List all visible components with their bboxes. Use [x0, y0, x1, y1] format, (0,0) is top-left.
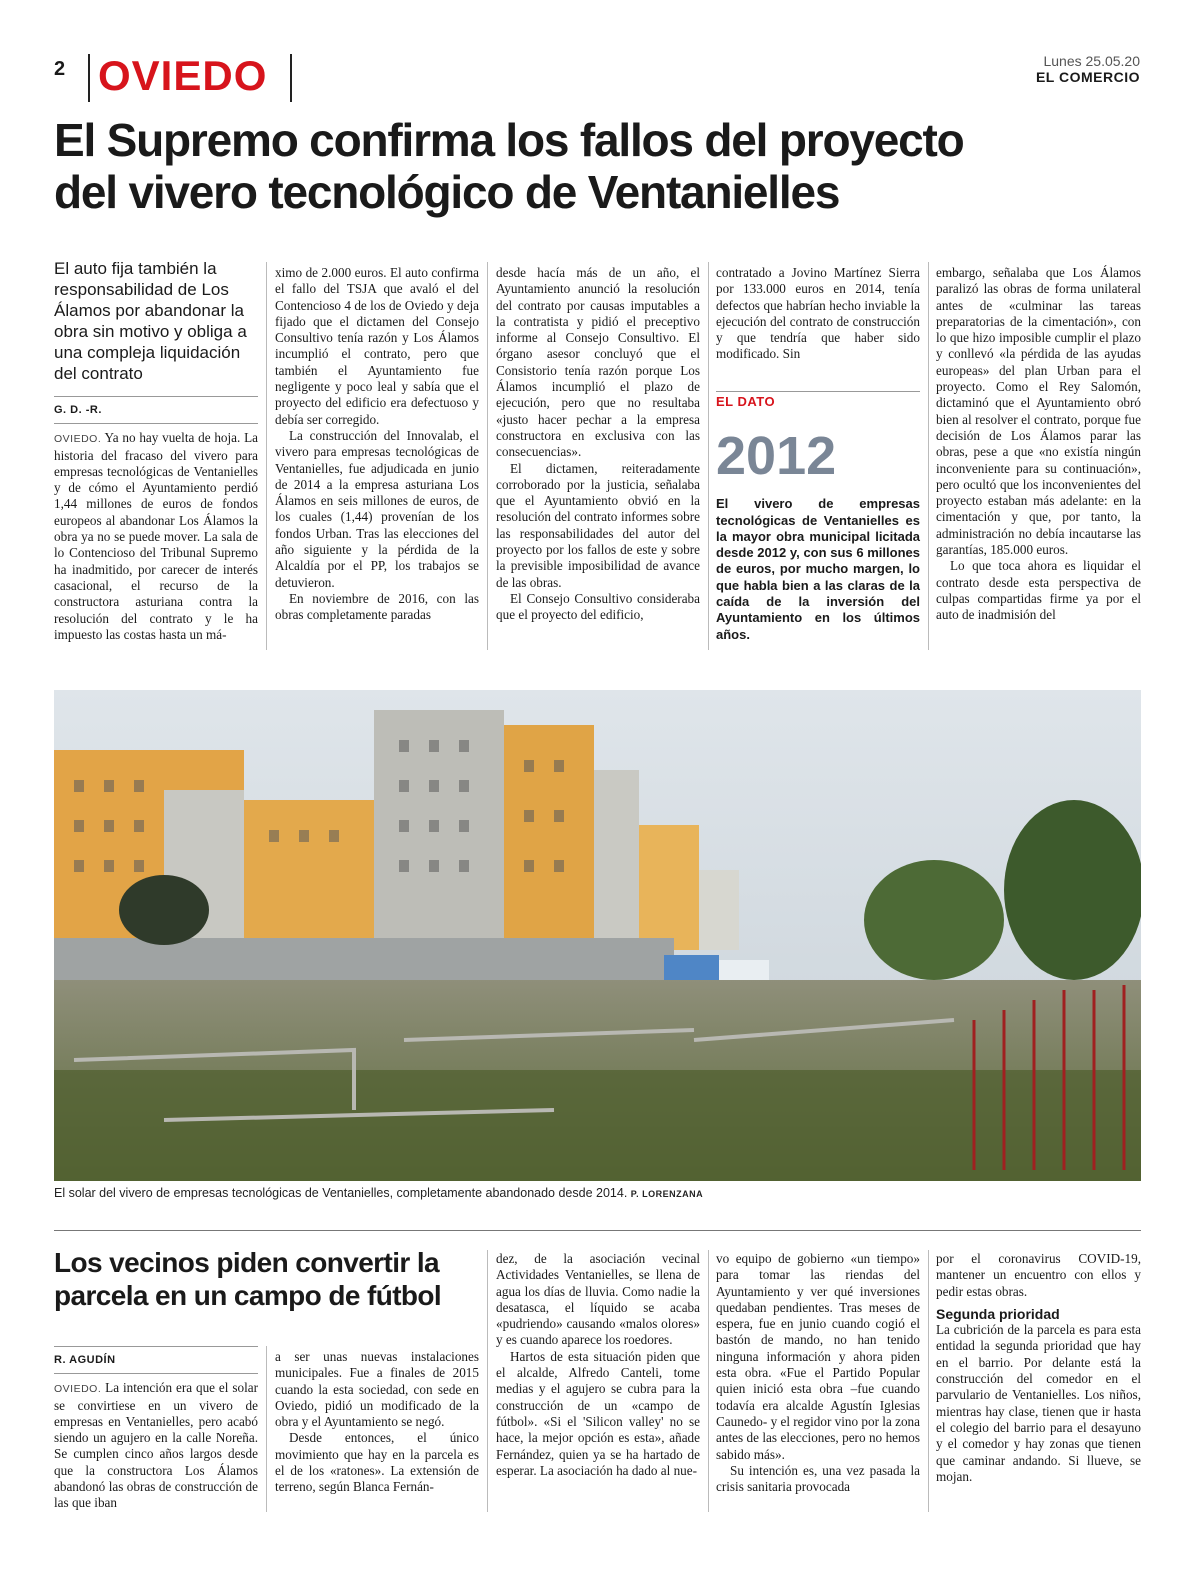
- article1-paragraph: contratado a Jovino Martínez Sierra por 133.000 euros en 2014, tenía defectos que habrían hecho inviable la ejecución del contrato de construcción y que tendría que haber sido modificado. Sin: [716, 265, 920, 362]
- column-rule: [487, 262, 488, 650]
- issue-date: Lunes 25.05.20: [1043, 53, 1140, 69]
- article1-paragraph: OVIEDO. Ya no hay vuelta de hoja. La historia del fracaso del vivero para empresas tecnológicas de Ventanielles y de cómo el Ayuntamiento perdió 1,44 millones de euros de fondos europeos al abandonar Los Álamos la obra ya no se puede mover. La sala de lo Contencioso del Tribunal Supremo ha inadmitido, por carecer de interés casacional, el recurso de la constructora asturiana contra la resolución del contrato y le ha impuesto las costas hasta un má-: [54, 430, 258, 642]
- article2-column-3: [496, 1251, 700, 1479]
- headline-line-1: El Supremo confirma los fallos del proyecto: [54, 114, 964, 166]
- article2-paragraph: La cubrición de la parcela es para esta entidad la segunda prioridad que hay en el barrio. Por delante está la construcción del comedor en el parvulario de Ventanielles. Los niños, mientras hay clase, tienen que ir hasta el colegio del barrio para el desayuno y el comedor y hay zonas que tienen que caminar andando. Si llueve, se mojan.: [936, 1322, 1141, 1484]
- headline-line-2: del vivero tecnológico de Ventanielles: [54, 166, 840, 218]
- article1-byline: G. D. -R.: [54, 396, 258, 424]
- article1-paragraph: La construcción del Innovalab, el vivero para empresas tecnológicas de Ventanielles, fue adjudicada en junio de 2014 a la empresa asturiana Los Álamos en seis millones de euros, de los cuales (1,44) provenían de los fondos Urban. Tras las elecciones del año siguiente y la pérdida de la Alcaldía por el PP, los trabajos se detuvieron.: [275, 427, 479, 590]
- article2-city: OVIEDO.: [54, 1383, 102, 1396]
- column-rule: [928, 1250, 929, 1512]
- article1-column-5: [936, 265, 1141, 624]
- photo-credit: P. LORENZANA: [630, 1189, 704, 1199]
- article1-column-2: [275, 265, 479, 624]
- column-rule: [708, 1250, 709, 1512]
- article1-lead: El auto fija también la responsabilidad de Los Álamos por abandonar la obra sin motivo y obliga a una compleja liquidación del contrato: [54, 259, 247, 383]
- article1-paragraph: El dictamen, reiteradamente corroborado por la justicia, señalaba que el Ayuntamiento obvió en la resolución del contrato informes sobre las responsabilidades del autor del proyecto por los fallos de este y sobre la previsible imposibilidad de avance de las obras.: [496, 460, 700, 590]
- article1-paragraph: embargo, señalaba que Los Álamos paralizó las obras de forma unilateral antes de «culminar las tareas preparatorias de la cimentación», con lo que hizo imposible cumplir el plazo y conllevó «la pérdida de las ayudas europeas» del plan Urban para el proyecto. Como el Rey Salomón, dictaminó que el Ayuntamiento obró bien al resolver el contrato, porque fue decisión de Los Álamos parar las obras, pese a que «no existía ningún inconveniente para su continuación», pero ocultó que los inconvenientes del proyecto estaban más adelante: en la cimentación y que, por tanto, la administración no debía incautarse las garantías, 185.000 euros.: [936, 265, 1141, 558]
- article2-paragraph: a ser unas nuevas instalaciones municipales. Fue a finales de 2015 cuando la esta sociedad, con sede en Oviedo, pidió un modificado de la obra y el Ayuntamiento se negó.: [275, 1349, 479, 1430]
- el-dato-box: [716, 394, 920, 643]
- section-title: OVIEDO: [98, 52, 268, 99]
- caption-text: El solar del vivero de empresas tecnológicas de Ventanielles, completamente abandonado desde 2014.: [54, 1186, 628, 1200]
- article-photo: [54, 690, 1141, 1181]
- column-rule: [487, 1250, 488, 1512]
- article1-city: OVIEDO.: [54, 433, 102, 446]
- story-separator: [54, 1230, 1141, 1231]
- article2-headline: Los vecinos piden convertir la parcela en un campo de fútbol: [54, 1247, 442, 1311]
- article2-paragraph: Su intención es, una vez pasada la crisis sanitaria provocada: [716, 1462, 920, 1495]
- article2-paragraph: dez, de la asociación vecinal Actividades Ventanielles, se llena de agua los días de lluvia. Como nadie la desatasca, el líquido se acaba «pudriendo» causando «malos olores» y es cuando aparece los roedores.: [496, 1251, 700, 1348]
- article2-paragraph: por el coronavirus COVID-19, mantener un encuentro con ellos y pedir estas obras.: [936, 1251, 1141, 1299]
- dateline: [1036, 53, 1140, 85]
- section-divider-right: [290, 54, 292, 102]
- article1-column-4: [716, 265, 920, 363]
- column-rule: [708, 262, 709, 650]
- column-rule: [266, 262, 267, 650]
- dato-number: 2012: [716, 426, 837, 487]
- dato-text: El vivero de empresas tecnológicas de Ventanielles es la mayor obra municipal licitada desde 2012 y, con sus 6 millones de euros, por mucho margen, lo que habla bien a las claras de la caída de la inversión del Ayuntamiento en los últimos años.: [716, 496, 920, 642]
- section-divider-left: [88, 54, 90, 102]
- article2-paragraph: OVIEDO. La intención era que el solar se convirtiese en un vivero de empresas en Ventanielles, pero acabó siendo un agujero en la calle Noreña. Se cumplen cinco años largos desde que la constructora Los Álamos abandonó las obras de construcción de las que iban: [54, 1380, 258, 1511]
- article1-paragraph: El Consejo Consultivo consideraba que el proyecto del edificio,: [496, 590, 700, 623]
- article2-column-4: [716, 1251, 920, 1495]
- photo-caption: [54, 1186, 703, 1200]
- article2-paragraph: vo equipo de gobierno «un tiempo» para tomar las riendas del Ayuntamiento y ver qué inversiones quedaban pendientes. Tras meses de espera, fue en junio cuando cogió el bastón de mando, no han tenido ninguna información y ahora piden esta obra. «Fue el Partido Popular quien inició esta obra –fue cuando todavía era alcalde Agustín Iglesias Caunedo- y el regidor vino por la zona antes de las elecciones, pero no hemos sabido más».: [716, 1251, 920, 1462]
- publication-name: EL COMERCIO: [1035, 69, 1140, 85]
- main-headline: [54, 114, 1144, 218]
- article2-column-5: [936, 1251, 1141, 1485]
- article1-paragraph: desde hacía más de un año, el Ayuntamiento anunció la resolución del contrato por causas imputables a la contratista y pidió el preceptivo informe al Consejo Consultivo. El órgano asesor concluyó que el Consistorio tenía razón porque Los Álamos incumplió el plazo de ejecución, pero que no resultaba «justo hacer pechar a la empresa constructora en exclusiva con las consecuencias».: [496, 265, 700, 460]
- article1-paragraph: En noviembre de 2016, con las obras completamente paradas: [275, 590, 479, 623]
- article1-paragraph: ximo de 2.000 euros. El auto confirma el fallo del TSJA que avaló el del Contencioso 4 de los de Oviedo y deja fijado que el dictamen del Consejo Consultivo tenía razón y Los Álamos incumplió el contrato, pero que también el Ayuntamiento fue negligente y poco leal y sabía que el proyecto del edificio era defectuoso y debía ser corregido.: [275, 265, 479, 427]
- article2-byline: R. AGUDÍN: [54, 1346, 258, 1374]
- article2-column-1: [54, 1346, 258, 1512]
- dato-label: EL DATO: [716, 394, 776, 409]
- article1-column-3: [496, 265, 700, 624]
- abandoned-lot-illustration: [54, 690, 1141, 1181]
- dato-top-rule: [716, 391, 920, 392]
- column-rule: [928, 262, 929, 650]
- article2-paragraph: Desde entonces, el único movimiento que hay en la parcela es el de los «ratones». La extensión de terreno, según Blanca Fernán-: [275, 1430, 479, 1495]
- article2-subhead: Segunda prioridad: [936, 1305, 1060, 1322]
- column-rule: [266, 1346, 267, 1512]
- article2-paragraph: Hartos de esta situación piden que el alcalde, Alfredo Canteli, tome medias y el agujero se cubra para la construcción de un «campo de fútbol». «Si el 'Silicon valley' no se hace, la mejor opción es esta», añade Fernández, quien ya se ha hartado de esperar. La asociación ha dado al nue-: [496, 1348, 700, 1478]
- article1-paragraph: Lo que toca ahora es liquidar el contrato desde esta perspectiva de culpas compartidas firme ya por el auto de inadmisión del: [936, 558, 1141, 623]
- page-number: 2: [54, 58, 66, 80]
- article2-column-2: [275, 1349, 479, 1496]
- article1-column-1: [54, 258, 258, 643]
